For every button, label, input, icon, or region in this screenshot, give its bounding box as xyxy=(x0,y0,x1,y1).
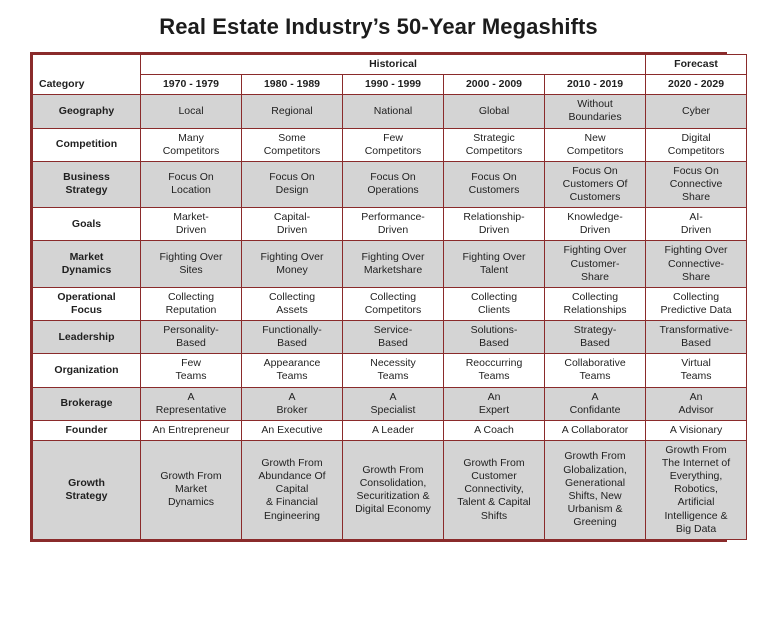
table-cell: A Collaborator xyxy=(545,420,646,440)
column-header-3: 1990 - 1999 xyxy=(343,75,444,95)
table-cell: Growth From The Internet of Everything, Robotics, Artificial Intelligence & Big Data xyxy=(646,440,747,539)
column-header-6: 2020 - 2029 xyxy=(646,75,747,95)
table-cell: Growth From Consolidation, Securitization & Digital Economy xyxy=(343,440,444,539)
table-cell: New Competitors xyxy=(545,128,646,161)
megashifts-table-container xyxy=(30,52,733,542)
table-cell: Focus On Connective Share xyxy=(646,161,747,207)
table-cell: Growth From Globalization, Generational Shifts, New Urbanism & Greening xyxy=(545,440,646,539)
column-header-5: 2010 - 2019 xyxy=(545,75,646,95)
table-cell: Reoccurring Teams xyxy=(444,354,545,387)
table-cell: Focus On Customers Of Customers xyxy=(545,161,646,207)
table-cell: A Representative xyxy=(141,387,242,420)
row-label: Goals xyxy=(33,208,141,241)
group-header-forecast: Forecast xyxy=(646,55,747,75)
table-cell: National xyxy=(343,95,444,128)
table-cell: Service- Based xyxy=(343,321,444,354)
table-cell: Fighting Over Marketshare xyxy=(343,241,444,287)
table-cell: Appearance Teams xyxy=(242,354,343,387)
table-row xyxy=(33,387,747,420)
table-cell: Focus On Design xyxy=(242,161,343,207)
table-cell: Few Teams xyxy=(141,354,242,387)
table-cell: An Entrepreneur xyxy=(141,420,242,440)
column-header-4: 2000 - 2009 xyxy=(444,75,545,95)
table-cell: Collecting Assets xyxy=(242,287,343,320)
table-row xyxy=(33,420,747,440)
table-cell: Many Competitors xyxy=(141,128,242,161)
table-cell: Knowledge- Driven xyxy=(545,208,646,241)
table-cell: Regional xyxy=(242,95,343,128)
table-group-header-row xyxy=(33,55,747,75)
table-cell: Fighting Over Customer- Share xyxy=(545,241,646,287)
table-cell: An Advisor xyxy=(646,387,747,420)
table-cell: Collecting Competitors xyxy=(343,287,444,320)
table-cell: Relationship- Driven xyxy=(444,208,545,241)
table-cell: Growth From Customer Connectivity, Talent & Capital Shifts xyxy=(444,440,545,539)
table-row xyxy=(33,287,747,320)
table-column-header-row xyxy=(33,75,747,95)
table-cell: A Visionary xyxy=(646,420,747,440)
table-cell: Collecting Clients xyxy=(444,287,545,320)
table-cell: Collecting Relationships xyxy=(545,287,646,320)
table-cell: Few Competitors xyxy=(343,128,444,161)
table-cell: Growth From Abundance Of Capital & Financial Engineering xyxy=(242,440,343,539)
row-label: Founder xyxy=(33,420,141,440)
table-cell: Fighting Over Sites xyxy=(141,241,242,287)
table-row xyxy=(33,241,747,287)
megashifts-table xyxy=(32,54,747,540)
table-cell: Digital Competitors xyxy=(646,128,747,161)
table-cell: Local xyxy=(141,95,242,128)
table-row xyxy=(33,440,747,539)
table-cell: Virtual Teams xyxy=(646,354,747,387)
table-cell: An Executive xyxy=(242,420,343,440)
table-cell: Market- Driven xyxy=(141,208,242,241)
table-cell: Cyber xyxy=(646,95,747,128)
table-cell: Focus On Operations xyxy=(343,161,444,207)
row-label: Leadership xyxy=(33,321,141,354)
table-cell: A Specialist xyxy=(343,387,444,420)
table-cell: Fighting Over Talent xyxy=(444,241,545,287)
table-row xyxy=(33,161,747,207)
table-cell: A Coach xyxy=(444,420,545,440)
table-cell: Growth From Market Dynamics xyxy=(141,440,242,539)
table-cell: Capital- Driven xyxy=(242,208,343,241)
table-cell: Fighting Over Connective- Share xyxy=(646,241,747,287)
row-label: Geography xyxy=(33,95,141,128)
table-cell: A Confidante xyxy=(545,387,646,420)
table-row xyxy=(33,95,747,128)
table-cell: A Broker xyxy=(242,387,343,420)
table-cell: Global xyxy=(444,95,545,128)
table-cell: Collecting Predictive Data xyxy=(646,287,747,320)
table-cell: Focus On Location xyxy=(141,161,242,207)
table-row xyxy=(33,128,747,161)
table-cell: Collecting Reputation xyxy=(141,287,242,320)
table-cell: An Expert xyxy=(444,387,545,420)
table-cell: Collaborative Teams xyxy=(545,354,646,387)
table-cell: Some Competitors xyxy=(242,128,343,161)
row-label: Market Dynamics xyxy=(33,241,141,287)
row-label: Growth Strategy xyxy=(33,440,141,539)
table-cell: Functionally- Based xyxy=(242,321,343,354)
table-cell: Strategic Competitors xyxy=(444,128,545,161)
page-title: Real Estate Industry’s 50-Year Megashifts xyxy=(159,14,598,39)
table-cell: Without Boundaries xyxy=(545,95,646,128)
row-label: Brokerage xyxy=(33,387,141,420)
table-row xyxy=(33,208,747,241)
table-cell: Transformative- Based xyxy=(646,321,747,354)
row-label: Operational Focus xyxy=(33,287,141,320)
table-cell: Fighting Over Money xyxy=(242,241,343,287)
table-cell: Focus On Customers xyxy=(444,161,545,207)
table-cell: Necessity Teams xyxy=(343,354,444,387)
table-body xyxy=(33,55,747,540)
group-header-historical: Historical xyxy=(141,55,646,75)
table-cell: Performance- Driven xyxy=(343,208,444,241)
table-cell: AI- Driven xyxy=(646,208,747,241)
column-header-2: 1980 - 1989 xyxy=(242,75,343,95)
table-cell: Strategy- Based xyxy=(545,321,646,354)
table-row xyxy=(33,321,747,354)
row-label: Competition xyxy=(33,128,141,161)
group-header-category-spacer xyxy=(33,55,141,75)
table-row xyxy=(33,354,747,387)
table-cell: A Leader xyxy=(343,420,444,440)
column-header-1: 1970 - 1979 xyxy=(141,75,242,95)
column-header-category: Category xyxy=(33,75,141,95)
row-label: Business Strategy xyxy=(33,161,141,207)
table-cell: Solutions- Based xyxy=(444,321,545,354)
table-cell: Personality- Based xyxy=(141,321,242,354)
row-label: Organization xyxy=(33,354,141,387)
